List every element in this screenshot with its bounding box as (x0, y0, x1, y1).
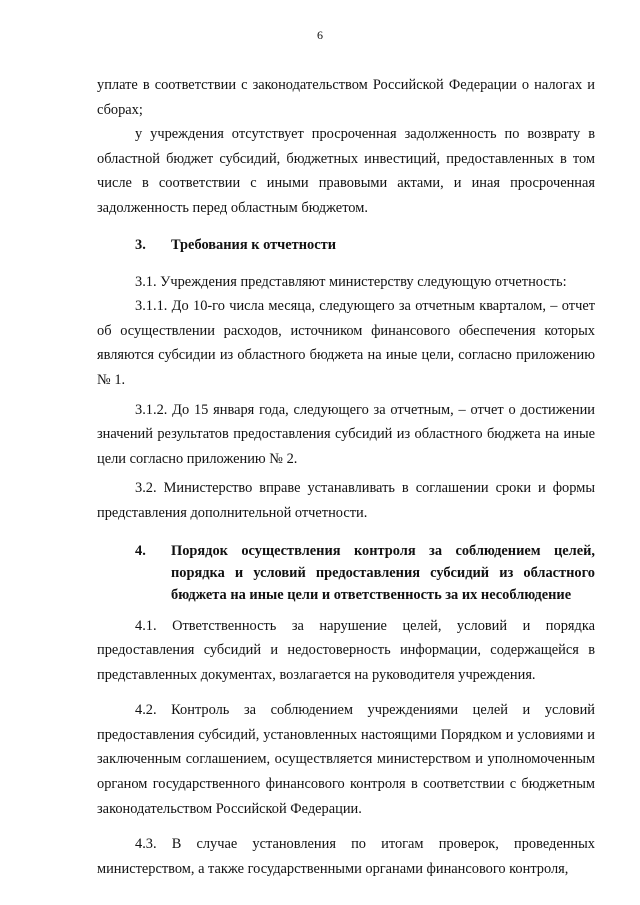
clause-4-3: 4.3. В случае установления по итогам проверок, проведенных министерством, а также государственными органами финансового контроля, (97, 836, 595, 877)
clause-4-2: 4.2. Контроль за соблюдением учреждениями целей и условий предоставления субсидий, установленных настоящими Порядком и условиями и заключенным соглашением, осуществляется министерством и уполномоченным органом государственного финансового контроля в соответствии с бюджетным законодательством Российской Федерации. (97, 702, 595, 817)
section-heading-3 (97, 234, 595, 256)
paragraph-taxes-continuation: уплате в соответствии с законодательством Российской Федерации о налогах и сборах; (97, 77, 595, 118)
page-number: 6 (317, 28, 323, 42)
document-body (97, 73, 595, 881)
clause-3-1: 3.1. Учреждения представляют министерству следующую отчетность: (135, 273, 567, 290)
clause-3-1-1: 3.1.1. До 10-го числа месяца, следующего за отчетным кварталом, – отчет об осуществлении расходов, источником финансового обеспечения которых являются субсидии из областного бюджета на иные цели, согласно приложению № 1. (97, 298, 595, 388)
section-heading-4 (97, 540, 595, 606)
clause-4-1: 4.1. Ответственность за нарушение целей, условий и порядка предоставления субсидий и недостоверность информации, содержащейся в представленных документах, возлагается на руководителя учреждения. (97, 617, 595, 683)
clause-3-1-2: 3.1.2. До 15 января года, следующего за отчетным, – отчет о достижении значений результатов предоставления субсидий из областного бюджета на иные цели согласно приложению № 2. (97, 401, 595, 467)
section-number: 3. (135, 236, 146, 253)
clause-3-2: 3.2. Министерство вправе устанавливать в соглашении сроки и формы представления дополнительной отчетности. (97, 480, 595, 521)
section-title: Требования к отчетности (171, 236, 336, 253)
paragraph-no-overdue-debt: у учреждения отсутствует просроченная задолженность по возврату в областной бюджет субсидий, бюджетных инвестиций, предоставленных в том числе в соответствии с иными правовыми актами, и иная просроченная задолженность перед областным бюджетом. (97, 126, 595, 216)
section-title: Порядок осуществления контроля за соблюдением целей, порядка и условий предоставления субсидий из областного бюджета на иные цели и ответственность за их несоблюдение (171, 542, 595, 603)
section-number: 4. (135, 542, 146, 559)
